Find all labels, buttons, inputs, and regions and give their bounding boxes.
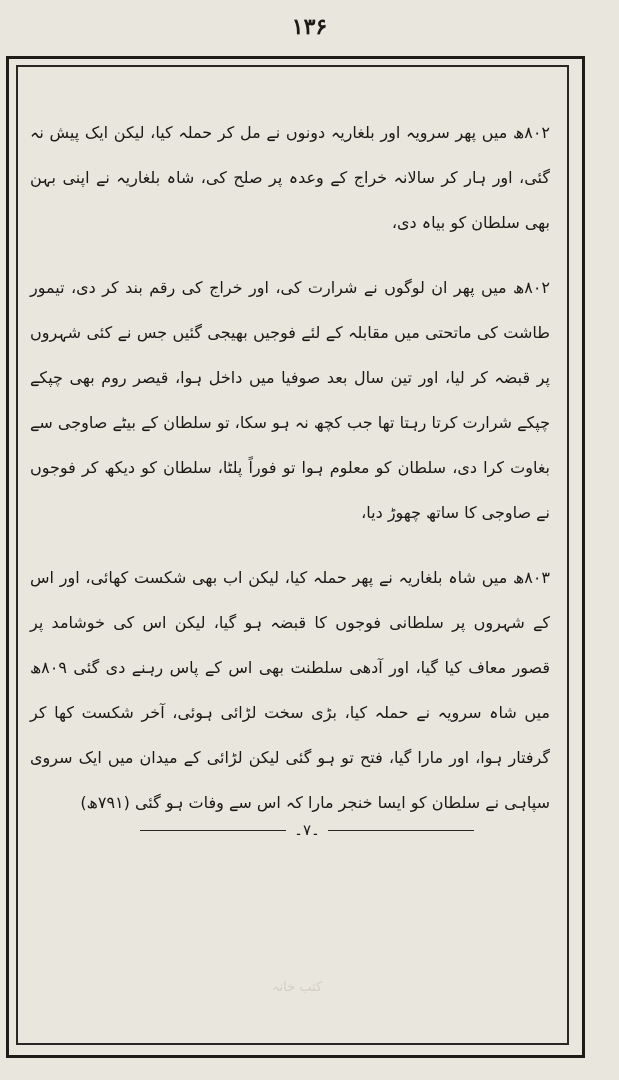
ornament-glyph: ۔۷۔ xyxy=(294,821,320,839)
faded-library-stamp: کتب خانہ xyxy=(271,980,323,995)
paragraph-3: ۸۰۳ھ میں شاہ بلغاریہ نے پھر حملہ کیا، لیکن اب بھی شکست کھائی، اور اس کے شہروں پر سلطانی فوجوں کا قبضہ ہو گیا، لیکن اس کی خوشامد پر قصور معاف کیا گیا، اور آدھی سلطنت بھی اس کے پاس رہنے دی گئی ۸۰۹ھ میں شاہ سرویہ نے حملہ کیا، بڑی سخت لڑائی ہوئی، آخر شکست کھا کر گرفتار ہوا، اور مارا گیا، فتح تو ہو گئی لیکن لڑائی کے میدان میں ایک سروی سپاہی نے سلطان کو ایسا خنجر مارا کہ اس سے وفات ہو گئی (۷۹۱ھ) xyxy=(30,568,550,812)
body-text xyxy=(30,110,550,825)
paragraph-2: ۸۰۲ھ میں پھر ان لوگوں نے شرارت کی، اور خراج کی رقم بند کر دی، تیمور طاشت کی ماتحتی میں مقابلہ کے لئے فوجیں بھیجی گئیں جس نے کئی شہروں پر قبضہ کر لیا، اور تین سال بعد صوفیا میں داخل ہوا، قیصر روم بھی چپکے چپکے شرارت کرتا رہتا تھا جب کچھ نہ ہو سکا، تو سلطان کے بیٹے صاوجی سے بغاوت کرا دی، سلطان کو معلوم ہوا تو فوراً پلٹا، سلطان کو دیکھ کر فوجوں نے صاوجی کا ساتھ چھوڑ دیا، xyxy=(30,278,550,522)
page-number: ۱۳۶ xyxy=(291,14,328,40)
ornament-rule-right xyxy=(328,830,474,831)
paragraph-1: ۸۰۲ھ میں پھر سرویہ اور بلغاریہ دونوں نے مل کر حملہ کیا، لیکن ایک پیش نہ گئی، اور ہار کر سالانہ خراج کے وعدہ پر صلح کی، شاہ بلغاریہ نے اپنی بہن بھی سلطان کو بیاہ دی، xyxy=(30,123,550,232)
section-end-ornament xyxy=(140,820,474,840)
ornament-rule-left xyxy=(140,830,286,831)
